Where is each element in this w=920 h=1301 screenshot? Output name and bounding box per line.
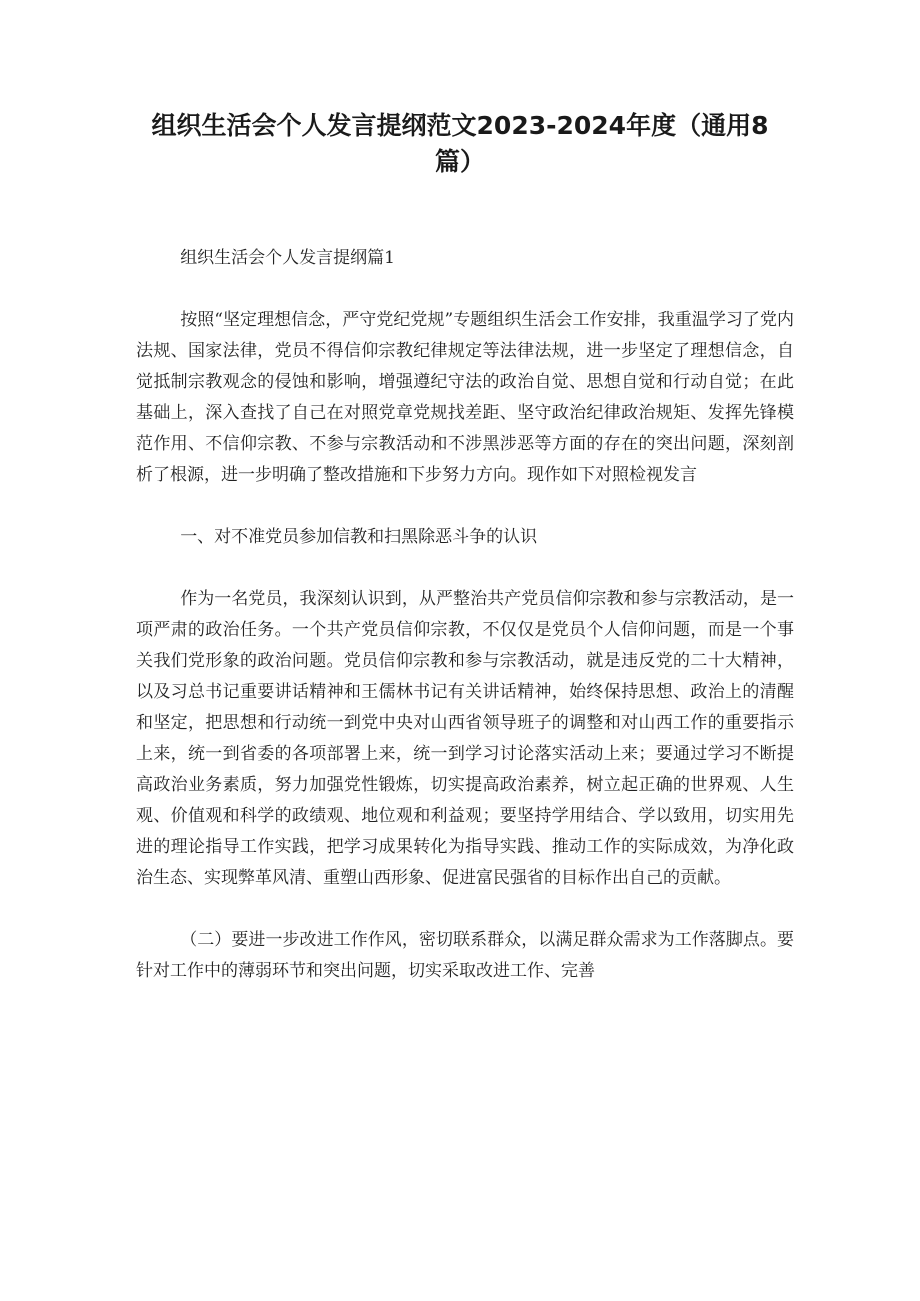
section-heading: 组织生活会个人发言提纲篇1 — [180, 248, 396, 268]
section-heading: 一、对不准党员参加信教和扫黑除恶斗争的认识 — [180, 527, 538, 547]
document-body — [136, 243, 794, 1018]
body-paragraph: 作为一名党员，我深刻认识到，从严整治共产党员信仰宗教和参与宗教活动，是一项严肃的政治任务。一个共产党员信仰宗教，不仅仅是党员个人信仰问题，而是一个事关我们党形象的政治问题。党员信仰宗教和参与宗教活动，就是违反党的二十大精神，以及习总书记重要讲话精神和王儒林书记有关讲话精神，始终保持思想、政治上的清醒和坚定，把思想和行动统一到党中央对山西省领导班子的调整和对山西工作的重要指示上来，统一到省委的各项部署上来，统一到学习讨论落实活动上来；要通过学习不断提高政治业务素质，努力加强党性锻炼，切实提高政治素养，树立起正确的世界观、人生观、价值观和科学的政绩观、地位观和利益观；要坚持学用结合、学以致用，切实用先进的理论指导工作实践，把学习成果转化为指导实践、推动工作的实际成效，为净化政治生态、实现弊革风清、重塑山西形象、促进富民强省的目标作出自己的贡献。 — [136, 589, 794, 888]
body-paragraph: （二）要进一步改进工作作风，密切联系群众，以满足群众需求为工作落脚点。要针对工作中的薄弱环节和突出问题，切实采取改进工作、完善 — [136, 930, 794, 981]
document-title: 组织生活会个人发言提纲范文2023-2024年度（通用8篇） — [151, 111, 769, 176]
body-paragraph: 按照“坚定理想信念，严守党纪党规”专题组织生活会工作安排，我重温学习了党内法规、国家法律，党员不得信仰宗教纪律规定等法律法规，进一步坚定了理想信念，自觉抵制宗教观念的侵蚀和影响，增强遵纪守法的政治自觉、思想自觉和行动自觉；在此基础上，深入查找了自己在对照党章党规找差距、坚守政治纪律政治规矩、发挥先锋模范作用、不信仰宗教、不参与宗教活动和不涉黑涉恶等方面的存在的突出问题，深刻剖析了根源，进一步明确了整改措施和下步努力方向。现作如下对照检视发言 — [136, 310, 794, 485]
